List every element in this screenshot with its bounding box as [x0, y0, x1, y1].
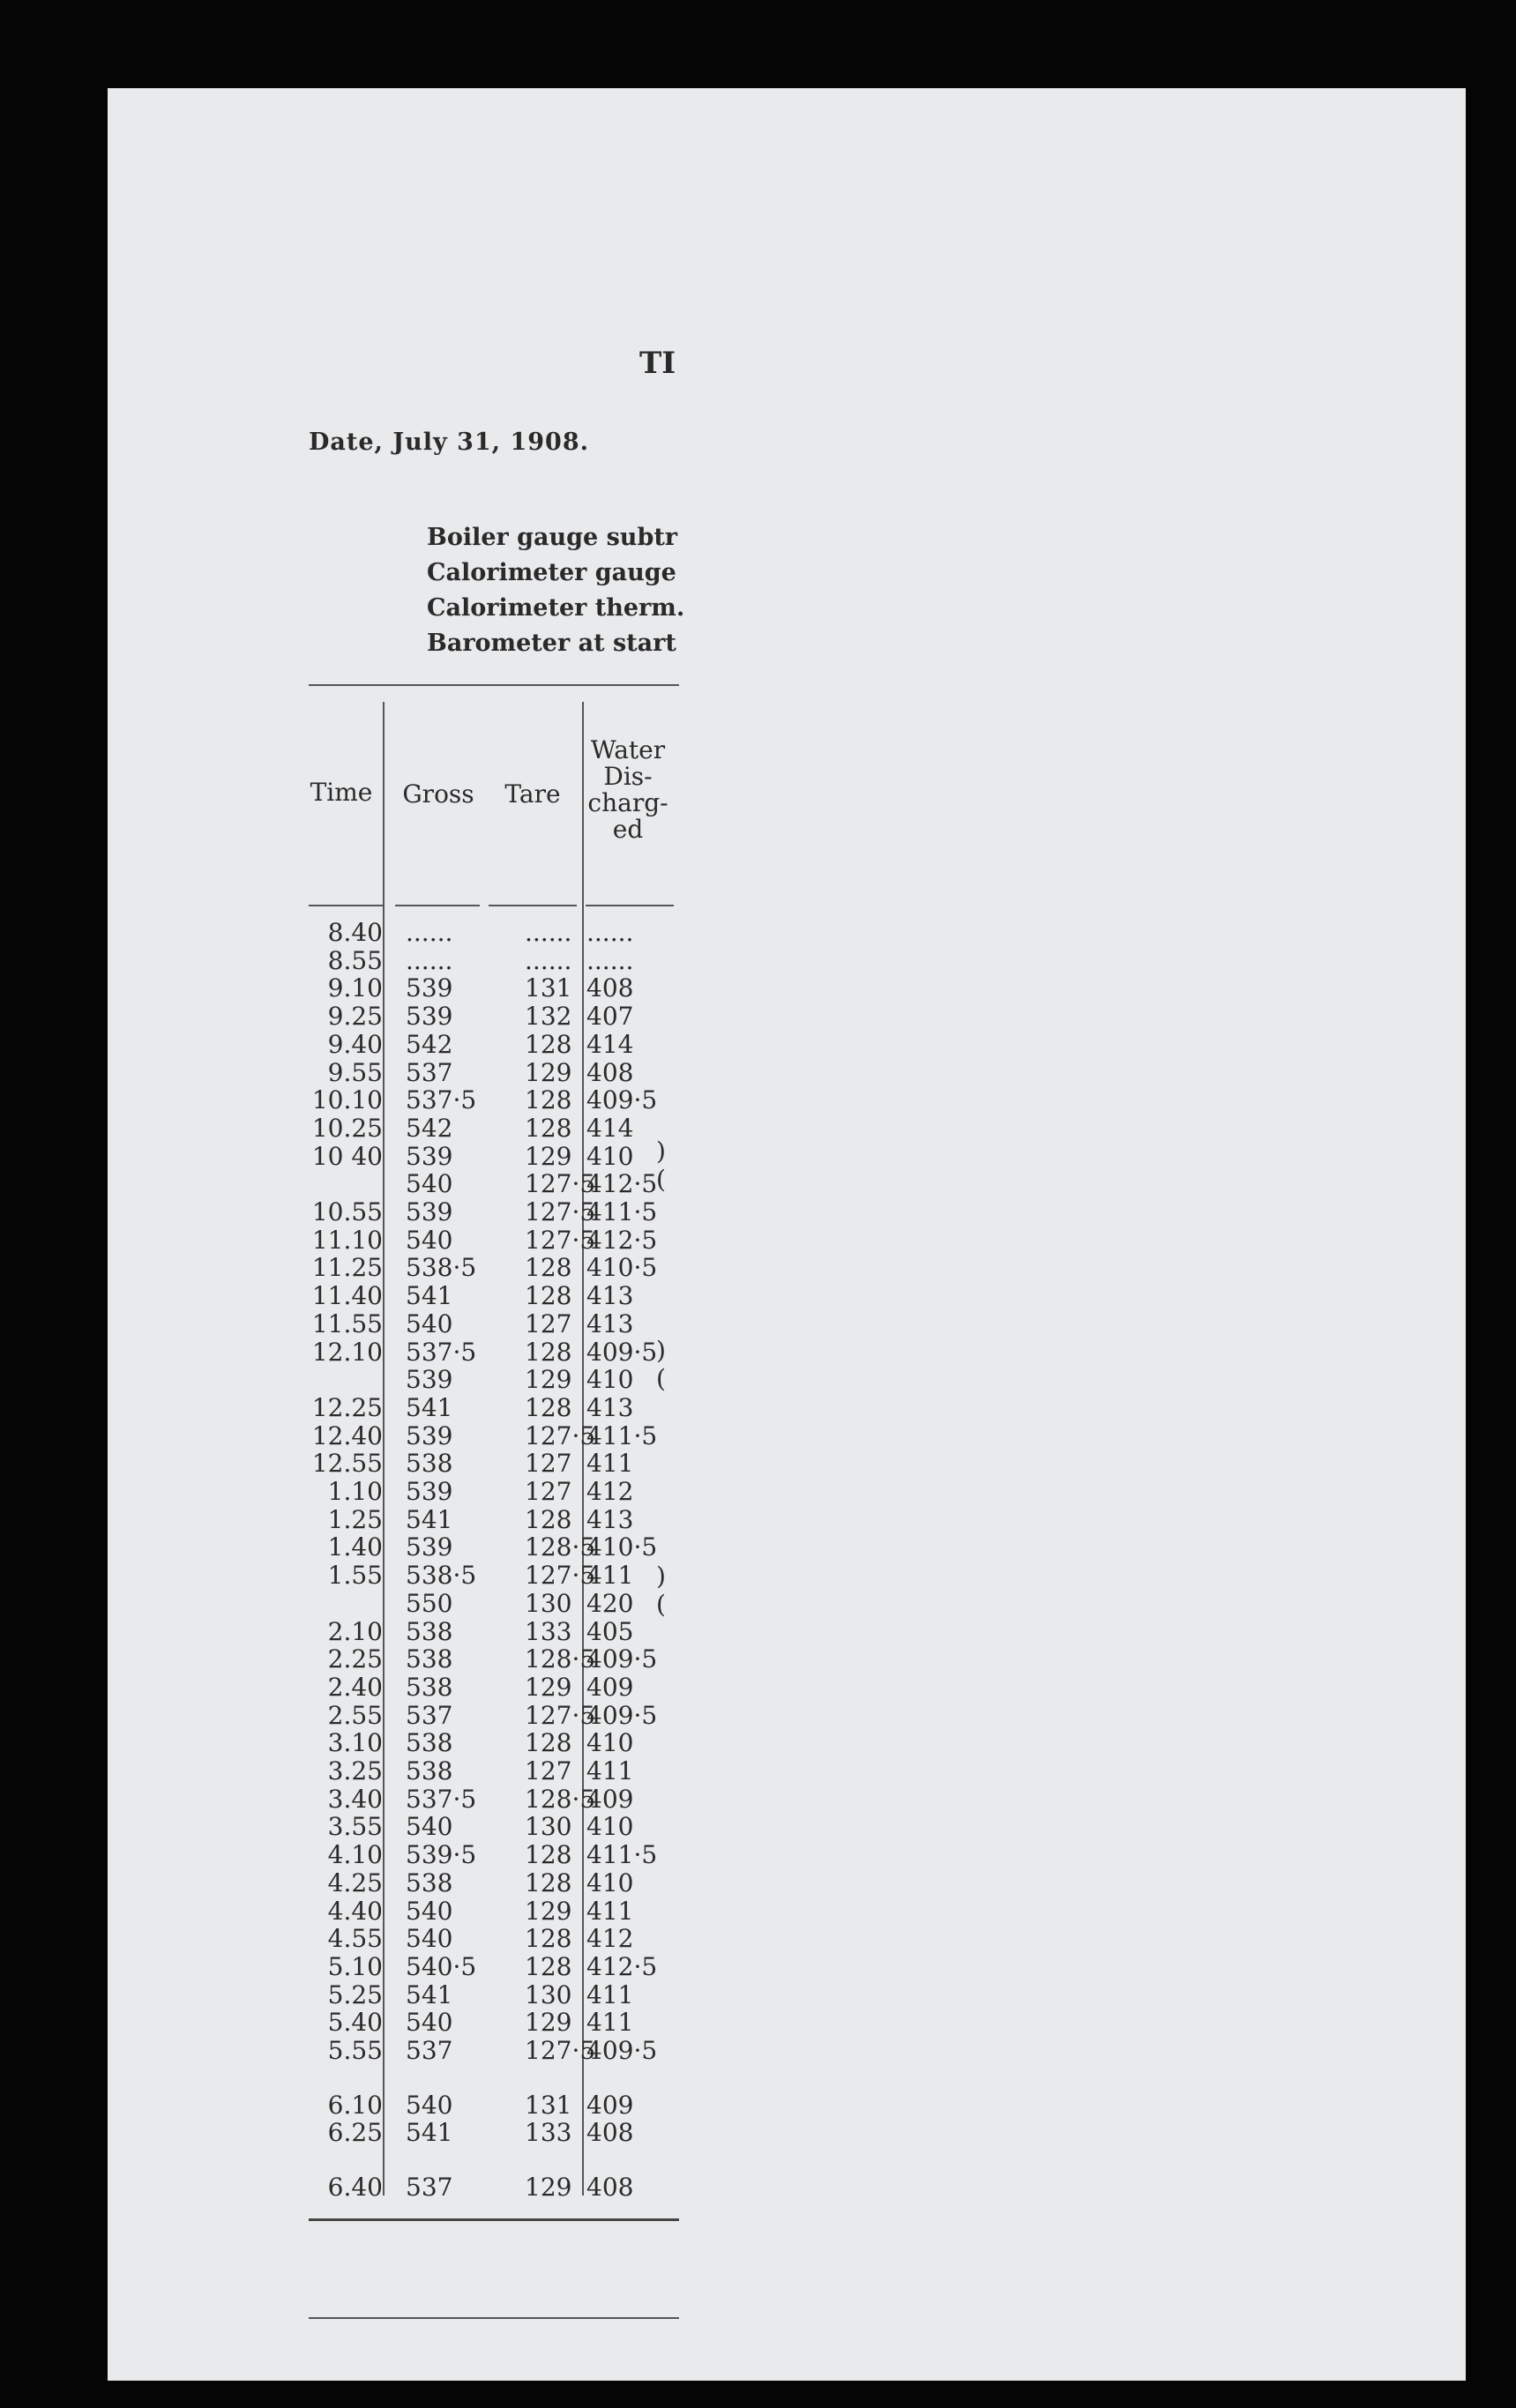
cell-gross: 538·5 [406, 1253, 477, 1282]
cell-time: 9.55 [327, 1058, 383, 1087]
cell-gross: 538 [406, 1673, 453, 1702]
cell-water-discharged: 408 [586, 973, 634, 1003]
cell-gross: 541 [406, 1393, 453, 1422]
cell-tare: 129 [525, 1897, 572, 1926]
cell-tare: 129 [525, 2008, 572, 2037]
cell-water-discharged: 412 [586, 1924, 634, 1953]
cell-gross: 541 [406, 1505, 453, 1534]
cell-time: 9.25 [327, 1002, 383, 1031]
bracket-mark: ( [656, 1364, 666, 1393]
cell-tare: 127 [525, 1756, 572, 1785]
note-calorimeter-therm: Calorimeter therm. [427, 594, 685, 622]
cell-gross: 550 [406, 1589, 453, 1618]
cell-time: 3.55 [327, 1812, 383, 1841]
cell-gross: 538·5 [406, 1561, 477, 1590]
cell-tare: 129 [525, 1365, 572, 1394]
cell-time: 6.25 [327, 2118, 383, 2147]
cell-gross: 539 [406, 1421, 453, 1450]
cell-tare: 130 [525, 1812, 572, 1841]
cell-water-discharged: 410·5 [586, 1253, 658, 1282]
cell-water-discharged: ...... [586, 946, 634, 975]
cell-time: 10.25 [311, 1114, 383, 1143]
cell-tare: 128 [525, 1281, 572, 1310]
test-date: Date, July 31, 1908. [309, 429, 590, 456]
cell-gross: ...... [406, 918, 453, 947]
cell-gross: 541 [406, 1980, 453, 2009]
cell-water-discharged: 408 [586, 2118, 634, 2147]
cell-time: 12.55 [311, 1449, 383, 1478]
cell-time: 11.40 [311, 1281, 383, 1310]
note-boiler-gauge: Boiler gauge subtr [427, 524, 678, 551]
table-bottom-rule [309, 2218, 679, 2221]
cell-water-discharged: 407 [586, 1002, 634, 1031]
header-rule-gross [395, 905, 480, 906]
cell-water-discharged: 412·5 [586, 1952, 658, 1981]
cell-water-discharged: 411·5 [586, 1840, 658, 1869]
column-header-time: Time [310, 778, 373, 807]
cell-tare: 127·5 [525, 1226, 596, 1255]
cell-tare: 128 [525, 1114, 572, 1143]
cell-tare: 127·5 [525, 1197, 596, 1226]
cell-time: 11.10 [311, 1226, 383, 1255]
cell-gross: 538 [406, 1868, 453, 1897]
note-barometer: Barometer at start [427, 630, 676, 657]
cell-tare: 131 [525, 973, 572, 1003]
cell-time: 8.40 [327, 918, 383, 947]
bracket-mark: ) [656, 1137, 666, 1166]
cell-gross: 538 [406, 1449, 453, 1478]
cell-tare: 128 [525, 1393, 572, 1422]
header-rule-water [586, 905, 674, 906]
cell-tare: 132 [525, 1002, 572, 1031]
cell-water-discharged: 410·5 [586, 1532, 658, 1562]
cell-tare: 128 [525, 1338, 572, 1367]
cell-gross: 540 [406, 1309, 453, 1338]
cell-time: 1.55 [327, 1561, 383, 1590]
cell-gross: 540 [406, 1924, 453, 1953]
cell-water-discharged: 413 [586, 1505, 634, 1534]
cell-gross: 537 [406, 1701, 453, 1730]
cell-time: 2.55 [327, 1701, 383, 1730]
cell-water-discharged: 411 [586, 2008, 634, 2037]
cell-water-discharged: 410 [586, 1728, 634, 1757]
cell-gross: 541 [406, 1281, 453, 1310]
cell-gross: ...... [406, 946, 453, 975]
bracket-mark: ) [656, 1562, 666, 1591]
column-header-water-discharged: Water Dis- charg- ed [587, 735, 668, 844]
cell-water-discharged: 412·5 [586, 1169, 658, 1198]
cell-water-discharged: 411 [586, 1756, 634, 1785]
cell-gross: 537 [406, 2036, 453, 2065]
cell-water-discharged: 413 [586, 1281, 634, 1310]
table-top-rule [309, 684, 679, 686]
heading-fragment: TI [639, 346, 676, 381]
cell-water-discharged: ...... [586, 918, 634, 947]
cell-tare: 129 [525, 1142, 572, 1171]
cell-water-discharged: 412·5 [586, 1226, 658, 1255]
cell-tare: 128 [525, 1952, 572, 1981]
cell-tare: 127 [525, 1477, 572, 1506]
cell-tare: 128 [525, 1030, 572, 1059]
cell-tare: 129 [525, 2173, 572, 2202]
cell-time: 1.40 [327, 1532, 383, 1562]
cell-tare: 127·5 [525, 1561, 596, 1590]
cell-time: 2.40 [327, 1673, 383, 1702]
cell-water-discharged: 414 [586, 1030, 634, 1059]
cell-gross: 540 [406, 1169, 453, 1198]
cell-gross: 540 [406, 2091, 453, 2120]
cell-tare: 128·5 [525, 1785, 596, 1814]
column-header-tare: Tare [504, 779, 561, 809]
cell-water-discharged: 410 [586, 1365, 634, 1394]
cell-time: 4.25 [327, 1868, 383, 1897]
cell-time: 3.40 [327, 1785, 383, 1814]
cell-water-discharged: 408 [586, 2173, 634, 2202]
cell-time: 3.25 [327, 1756, 383, 1785]
cell-tare: ...... [525, 946, 572, 975]
cell-tare: 128 [525, 1868, 572, 1897]
cell-time: 9.40 [327, 1030, 383, 1059]
cell-tare: 133 [525, 1617, 572, 1646]
cell-tare: 129 [525, 1673, 572, 1702]
bracket-mark: ( [656, 1165, 666, 1194]
cell-time: 2.10 [327, 1617, 383, 1646]
cell-tare: 128 [525, 1728, 572, 1757]
cell-water-discharged: 420 [586, 1589, 634, 1618]
cell-water-discharged: 412 [586, 1477, 634, 1506]
cell-tare: 129 [525, 1058, 572, 1087]
cell-gross: 541 [406, 2118, 453, 2147]
cell-gross: 539 [406, 1477, 453, 1506]
cell-gross: 542 [406, 1030, 453, 1059]
cell-time: 4.10 [327, 1840, 383, 1869]
cell-time: 10.10 [311, 1085, 383, 1115]
cell-water-discharged: 409 [586, 2091, 634, 2120]
footer-rule [309, 2317, 679, 2319]
cell-water-discharged: 409·5 [586, 1085, 658, 1115]
cell-time: 1.25 [327, 1505, 383, 1534]
cell-gross: 539 [406, 1142, 453, 1171]
cell-water-discharged: 409·5 [586, 1338, 658, 1367]
cell-time: 4.55 [327, 1924, 383, 1953]
cell-water-discharged: 414 [586, 1114, 634, 1143]
cell-gross: 537·5 [406, 1785, 477, 1814]
cell-tare: 128·5 [525, 1532, 596, 1562]
cell-gross: 539·5 [406, 1840, 477, 1869]
cell-water-discharged: 411·5 [586, 1421, 658, 1450]
cell-time: 12.25 [311, 1393, 383, 1422]
cell-water-discharged: 411·5 [586, 1197, 658, 1226]
cell-water-discharged: 409·5 [586, 2036, 658, 2065]
cell-time: 4.40 [327, 1897, 383, 1926]
cell-gross: 540 [406, 1226, 453, 1255]
cell-water-discharged: 409 [586, 1785, 634, 1814]
cell-gross: 538 [406, 1756, 453, 1785]
cell-time: 5.10 [327, 1952, 383, 1981]
cell-time: 10 40 [311, 1142, 383, 1171]
cell-water-discharged: 413 [586, 1309, 634, 1338]
column-header-gross: Gross [402, 779, 474, 809]
cell-water-discharged: 405 [586, 1617, 634, 1646]
cell-tare: 128 [525, 1505, 572, 1534]
cell-gross: 539 [406, 1532, 453, 1562]
cell-gross: 537 [406, 1058, 453, 1087]
cell-tare: 127·5 [525, 1421, 596, 1450]
cell-time: 9.10 [327, 973, 383, 1003]
cell-water-discharged: 411 [586, 1561, 634, 1590]
cell-time: 5.55 [327, 2036, 383, 2065]
cell-tare: 130 [525, 1980, 572, 2009]
cell-water-discharged: 410 [586, 1868, 634, 1897]
cell-gross: 538 [406, 1644, 453, 1674]
cell-time: 8.55 [327, 946, 383, 975]
cell-time: 3.10 [327, 1728, 383, 1757]
cell-time: 11.25 [311, 1253, 383, 1282]
cell-gross: 539 [406, 973, 453, 1003]
header-rule-time [309, 905, 383, 906]
bracket-mark: ) [656, 1336, 666, 1365]
cell-gross: 538 [406, 1728, 453, 1757]
document-page [108, 88, 1466, 2381]
header-rule-tare [489, 905, 577, 906]
cell-time: 1.10 [327, 1477, 383, 1506]
cell-gross: 537 [406, 2173, 453, 2202]
cell-tare: ...... [525, 918, 572, 947]
cell-tare: 127 [525, 1449, 572, 1478]
cell-tare: 128 [525, 1840, 572, 1869]
cell-time: 6.10 [327, 2091, 383, 2120]
cell-tare: 128 [525, 1924, 572, 1953]
cell-time: 5.40 [327, 2008, 383, 2037]
cell-water-discharged: 411 [586, 1449, 634, 1478]
cell-tare: 128 [525, 1085, 572, 1115]
cell-tare: 133 [525, 2118, 572, 2147]
cell-time: 12.40 [311, 1421, 383, 1450]
cell-time: 6.40 [327, 2173, 383, 2202]
cell-water-discharged: 409·5 [586, 1701, 658, 1730]
cell-gross: 540·5 [406, 1952, 477, 1981]
cell-time: 5.25 [327, 1980, 383, 2009]
cell-tare: 127·5 [525, 2036, 596, 2065]
cell-water-discharged: 410 [586, 1142, 634, 1171]
cell-time: 11.55 [311, 1309, 383, 1338]
cell-tare: 130 [525, 1589, 572, 1618]
cell-gross: 537·5 [406, 1085, 477, 1115]
cell-tare: 127·5 [525, 1169, 596, 1198]
cell-gross: 539 [406, 1197, 453, 1226]
cell-water-discharged: 408 [586, 1058, 634, 1087]
cell-tare: 127 [525, 1309, 572, 1338]
cell-gross: 539 [406, 1365, 453, 1394]
cell-gross: 542 [406, 1114, 453, 1143]
note-calorimeter-gauge: Calorimeter gauge [427, 559, 676, 586]
cell-gross: 540 [406, 2008, 453, 2037]
cell-water-discharged: 411 [586, 1980, 634, 2009]
cell-water-discharged: 410 [586, 1812, 634, 1841]
cell-time: 10.55 [311, 1197, 383, 1226]
cell-time: 2.25 [327, 1644, 383, 1674]
cell-water-discharged: 411 [586, 1897, 634, 1926]
time-column-rule [383, 702, 385, 2196]
cell-water-discharged: 409·5 [586, 1644, 658, 1674]
cell-gross: 540 [406, 1897, 453, 1926]
cell-water-discharged: 413 [586, 1393, 634, 1422]
cell-tare: 131 [525, 2091, 572, 2120]
cell-water-discharged: 409 [586, 1673, 634, 1702]
cell-gross: 540 [406, 1812, 453, 1841]
cell-gross: 539 [406, 1002, 453, 1031]
cell-gross: 538 [406, 1617, 453, 1646]
cell-time: 12.10 [311, 1338, 383, 1367]
cell-tare: 127·5 [525, 1701, 596, 1730]
cell-gross: 537·5 [406, 1338, 477, 1367]
bracket-mark: ( [656, 1590, 666, 1619]
cell-tare: 128·5 [525, 1644, 596, 1674]
cell-tare: 128 [525, 1253, 572, 1282]
